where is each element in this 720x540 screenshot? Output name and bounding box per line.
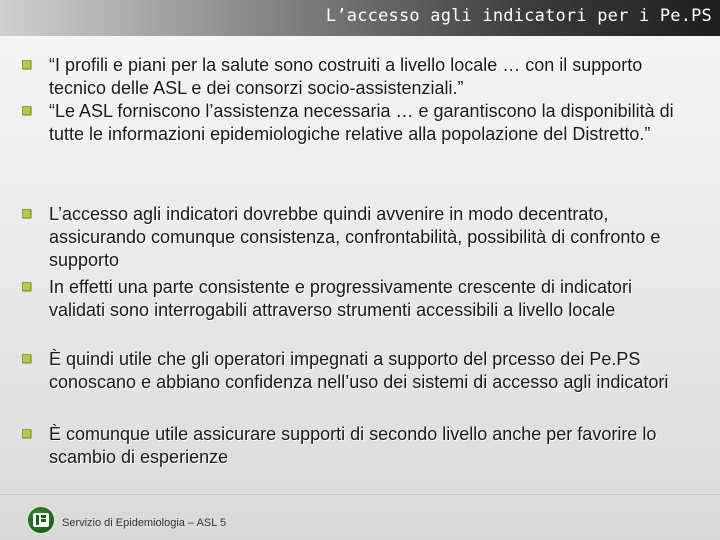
bullet-marker-icon <box>22 106 31 115</box>
bullet-text: È comunque utile assicurare supporti di secondo livello anche per favorire lo scambio di esperienze <box>49 424 657 467</box>
bullet-item <box>22 100 692 146</box>
bullet-item <box>22 276 692 322</box>
bullet-item <box>22 54 692 100</box>
bullet-marker-icon <box>22 354 31 363</box>
bullet-marker-icon <box>22 60 31 69</box>
bullet-text: “I profili e piani per la salute sono costruiti a livello locale … con il supporto tecnico delle ASL e dei consorzi socio-assistenziali.” <box>49 55 643 98</box>
footer-divider <box>0 494 720 495</box>
slide-title: L’accesso agli indicatori per i Pe.PS <box>325 6 712 26</box>
bullet-item <box>22 423 692 469</box>
bullet-item <box>22 203 692 272</box>
title-bar <box>0 0 720 36</box>
logo-mark <box>33 513 49 527</box>
bullet-marker-icon <box>22 209 31 218</box>
bullet-text: L’accesso agli indicatori dovrebbe quindi avvenire in modo decentrato, assicurando comunque consistenza, confrontabilità, possibilità di confronto e supporto <box>49 204 661 270</box>
bullet-text: È quindi utile che gli operatori impegnati a supporto del prcesso dei Pe.PS conoscano e abbiano confidenza nell’uso dei sistemi di accesso agli indicatori <box>49 349 669 392</box>
bullet-marker-icon <box>22 282 31 291</box>
footer-text: Servizio di Epidemiologia – ASL 5 <box>62 517 227 529</box>
bullet-marker-icon <box>22 429 31 438</box>
asl-logo-icon <box>28 507 54 533</box>
bullet-text: In effetti una parte consistente e progressivamente crescente di indicatori validati sono interrogabili attraverso strumenti accessibili a livello locale <box>49 277 632 320</box>
bullet-text: “Le ASL forniscono l’assistenza necessaria … e garantiscono la disponibilità di tutte le informazioni epidemiologiche relative alla popolazione del Distretto.” <box>49 101 674 144</box>
bullet-item <box>22 348 692 394</box>
